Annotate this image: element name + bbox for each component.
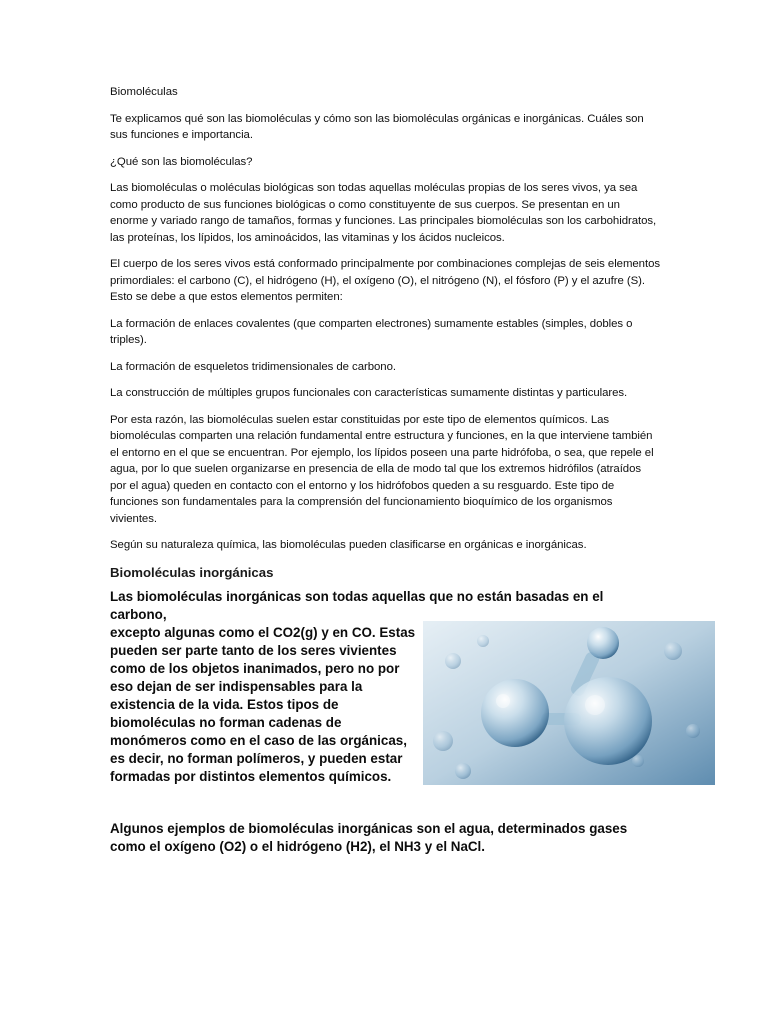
question-heading: ¿Qué son las biomoléculas? bbox=[110, 155, 253, 168]
definition-paragraph: Las biomoléculas o moléculas biológicas son todas aquellas moléculas propias de los seres vivos, ya sea como producto de sus funciones biológicas o como constituyente de sus cuerpos. Se presentan en un enorme y variado rango de tamaños, formas y funciones. Las principales biomoléculas son los carbohidratos, las proteínas, los lípidos, los aminoácidos, las vitaminas y los ácidos nucleicos. bbox=[110, 182, 657, 244]
structure-function-paragraph: Por esta razón, las biomoléculas suelen estar constituidas por este tipo de elementos químicos. Las biomoléculas comparten una relación fundamental entre estructura y funciones, en la que interviene también el entorno en el que se encuentran. Por ejemplo, los lípidos poseen una parte hidrófoba, o sea, que repele el agua, por lo que suelen organizarse en presencia de ella de modo tal que los extremos hidrófilos (atraídos por el agua) queden en contacto con el entorno y los hidrófobos queden a su resguardo. Este tipo de funciones son fundamentales para la comprensión del funcionamiento bioquímico de los organismos vivientes. bbox=[110, 413, 654, 525]
inorganic-description: excepto algunas como el CO2(g) y en CO. Estas pueden ser parte tanto de los seres vivientes como de los objetos inanimados, pero no por eso dejan de ser indispensables para la existencia de la vida. Estos tipos de biomoléculas no forman cadenas de monómeros como en el caso de las orgánicas, es decir, no forman polímeros, y pueden estar formadas por distintos elementos químicos. bbox=[110, 624, 416, 784]
carbon-skeleton-paragraph: La formación de esqueletos tridimensionales de carbono. bbox=[110, 360, 396, 373]
functional-groups-paragraph: La construcción de múltiples grupos funcionales con características sumamente distintas y particulares. bbox=[110, 387, 628, 399]
molecule-illustration bbox=[423, 621, 715, 785]
document-body bbox=[110, 84, 660, 856]
elements-paragraph: El cuerpo de los seres vivos está conformado principalmente por combinaciones complejas de seis elementos primordiales: el carbono (C), el hidrógeno (H), el oxígeno (O), el nitrógeno (N), el fósforo (P) y el azufre (S). Esto se debe a que estos elementos permiten: bbox=[110, 258, 661, 303]
inorganic-lead-line: Las biomoléculas inorgánicas son todas aquellas que no están basadas en el carbono, bbox=[110, 588, 604, 622]
inorganic-wrap-section bbox=[110, 624, 660, 786]
classification-paragraph: Según su naturaleza química, las biomoléculas pueden clasificarse en orgánicas e inorgánicas. bbox=[110, 539, 587, 551]
covalent-bonds-paragraph: La formación de enlaces covalentes (que comparten electrones) sumamente estables (simples, dobles o triples). bbox=[110, 317, 633, 346]
document-title: Biomoléculas bbox=[110, 86, 178, 98]
inorganic-subheading: Biomoléculas inorgánicas bbox=[110, 564, 274, 580]
inorganic-examples: Algunos ejemplos de biomoléculas inorgánicas son el agua, determinados gases como el oxígeno (O2) o el hidrógeno (H2), el NH3 y el NaCl. bbox=[110, 820, 628, 854]
molecule-image bbox=[423, 621, 715, 785]
intro-paragraph: Te explicamos qué son las biomoléculas y cómo son las biomoléculas orgánicas e inorgánicas. Cuáles son sus funciones e importancia. bbox=[110, 112, 644, 141]
